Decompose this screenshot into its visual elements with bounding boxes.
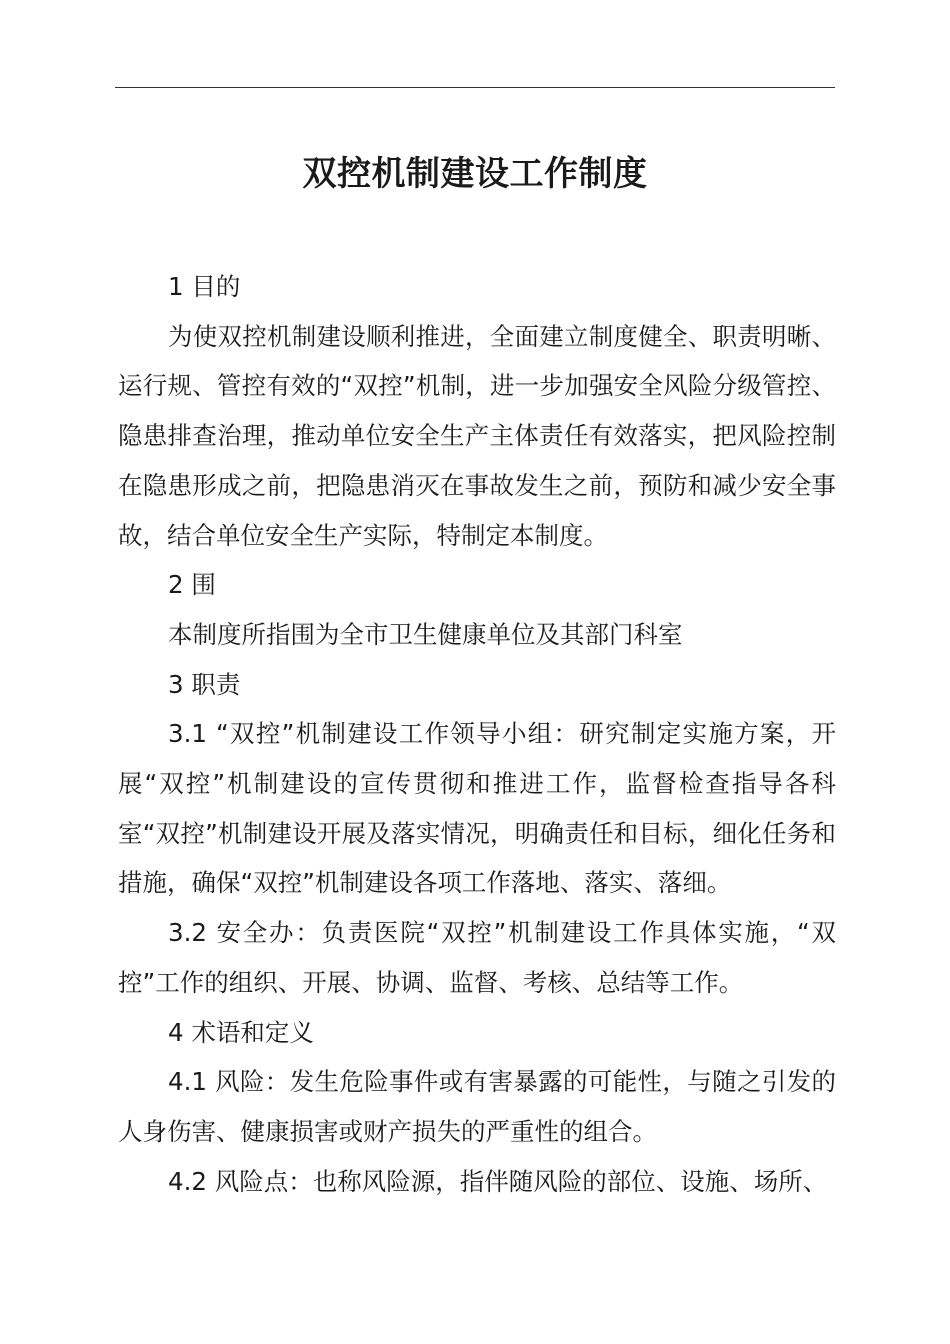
section-heading-scope: 2 围 <box>168 570 216 600</box>
paragraph-term-4-1: 4.1 风险：发生危险事件或有害暴露的可能性，与随之引发的人身伤害、健康损害或财产损失的严重性的组合。 <box>118 1067 836 1146</box>
paragraph-purpose: 为使双控机制建设顺利推进，全面建立制度健全、职责明晰、运行规、管控有效的“双控”机制，进一步加强安全风险分级管控、隐患排查治理，推动单位安全生产主体责任有效落实，把风险控制在隐患形成之前，把隐患消灭在事故发生之前，预防和减少安全事故，结合单位安全生产实际，特制定本制度。 <box>118 321 836 550</box>
paragraph-duty-3-2: 3.2 安全办：负责医院“双控”机制建设工作具体实施，“双控”工作的组织、开展、协调、监督、考核、总结等工作。 <box>118 918 836 997</box>
paragraph-scope: 本制度所指围为全市卫生健康单位及其部门科室 <box>168 619 683 649</box>
header-rule <box>115 87 835 88</box>
paragraph-term-4-2: 4.2 风险点：也称风险源，指伴随风险的部位、设施、场所、 <box>168 1166 828 1196</box>
section-heading-duties: 3 职责 <box>168 669 241 699</box>
document-title: 双控机制建设工作制度 <box>302 154 648 194</box>
document-body <box>118 262 836 1206</box>
section-heading-purpose: 1 目的 <box>168 272 241 301</box>
paragraph-duty-3-1: 3.1 “双控”机制建设工作领导小组：研究制定实施方案，开展“双控”机制建设的宣传贯彻和推进工作，监督检查指导各科室“双控”机制建设开展及落实情况，明确责任和目标，细化任务和措施，确保“双控”机制建设各项工作落地、落实、落细。 <box>118 719 836 898</box>
section-heading-terms: 4 术语和定义 <box>168 1017 314 1047</box>
